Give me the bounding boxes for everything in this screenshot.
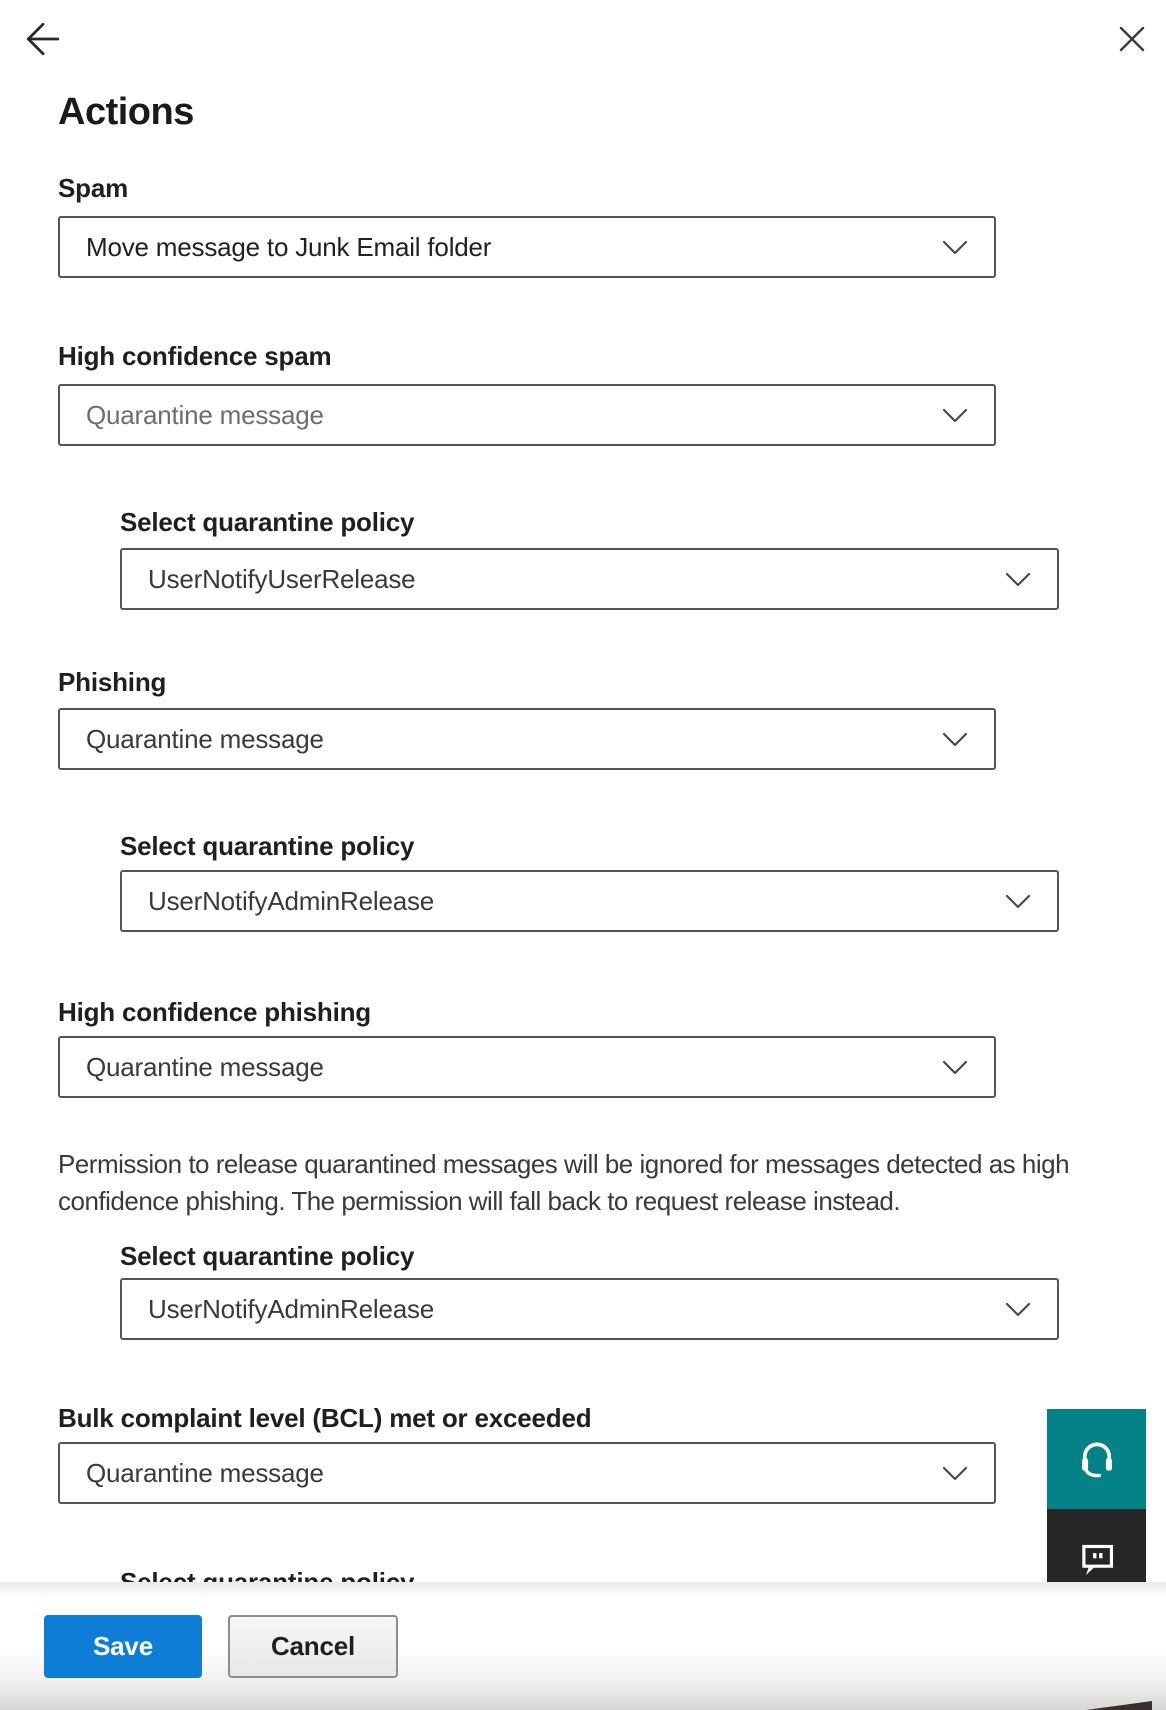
phishing-quarantine-policy-label: Select quarantine policy xyxy=(120,831,415,861)
chevron-down-icon xyxy=(942,732,968,747)
headset-icon xyxy=(1074,1435,1120,1484)
support-button[interactable] xyxy=(1047,1409,1146,1509)
hcp-quarantine-policy-value: UserNotifyAdminRelease xyxy=(148,1293,435,1324)
chevron-down-icon xyxy=(942,408,968,423)
high-confidence-phishing-action-value: Quarantine message xyxy=(86,1051,324,1082)
back-arrow-icon xyxy=(23,20,61,61)
chevron-down-icon xyxy=(1005,894,1031,909)
phishing-quarantine-policy-dropdown[interactable] xyxy=(120,870,1059,932)
phishing-action-dropdown[interactable] xyxy=(58,708,996,770)
footer-bar xyxy=(0,1582,1166,1710)
cancel-button[interactable]: Cancel xyxy=(228,1615,398,1678)
chevron-down-icon xyxy=(942,1060,968,1075)
high-confidence-phishing-note: Permission to release quarantined messages will be ignored for messages detected as high confidence phishing. The permission will fall back to request release instead. xyxy=(58,1149,1070,1216)
save-button[interactable]: Save xyxy=(44,1615,202,1678)
spam-action-dropdown[interactable] xyxy=(58,216,996,278)
feedback-icon xyxy=(1076,1536,1118,1581)
high-confidence-spam-action-value: Quarantine message xyxy=(86,399,324,430)
chevron-down-icon xyxy=(942,1466,968,1481)
hcp-quarantine-policy-dropdown[interactable] xyxy=(120,1278,1059,1340)
bcl-action-value: Quarantine message xyxy=(86,1457,324,1488)
spam-action-value: Move message to Junk Email folder xyxy=(86,231,492,262)
chevron-down-icon xyxy=(1005,572,1031,587)
hcp-quarantine-policy-label: Select quarantine policy xyxy=(120,1241,415,1271)
high-confidence-phishing-action-dropdown[interactable] xyxy=(58,1036,996,1098)
high-confidence-spam-label: High confidence spam xyxy=(58,341,332,371)
hcs-quarantine-policy-value: UserNotifyUserRelease xyxy=(148,563,416,594)
bcl-label: Bulk complaint level (BCL) met or exceeded xyxy=(58,1403,592,1433)
hcs-quarantine-policy-label: Select quarantine policy xyxy=(120,507,415,537)
close-button[interactable] xyxy=(1110,18,1154,62)
phishing-quarantine-policy-value: UserNotifyAdminRelease xyxy=(148,885,435,916)
chevron-down-icon xyxy=(942,240,968,255)
page-title: Actions xyxy=(58,91,194,133)
chevron-down-icon xyxy=(1005,1302,1031,1317)
phishing-action-value: Quarantine message xyxy=(86,723,324,754)
high-confidence-phishing-label: High confidence phishing xyxy=(58,997,371,1027)
phishing-label: Phishing xyxy=(58,667,167,697)
close-icon xyxy=(1114,21,1150,60)
bcl-action-dropdown[interactable] xyxy=(58,1442,996,1504)
hcs-quarantine-policy-dropdown[interactable] xyxy=(120,548,1059,610)
high-confidence-spam-action-dropdown[interactable] xyxy=(58,384,996,446)
back-button[interactable] xyxy=(20,18,64,62)
spam-label: Spam xyxy=(58,173,129,203)
